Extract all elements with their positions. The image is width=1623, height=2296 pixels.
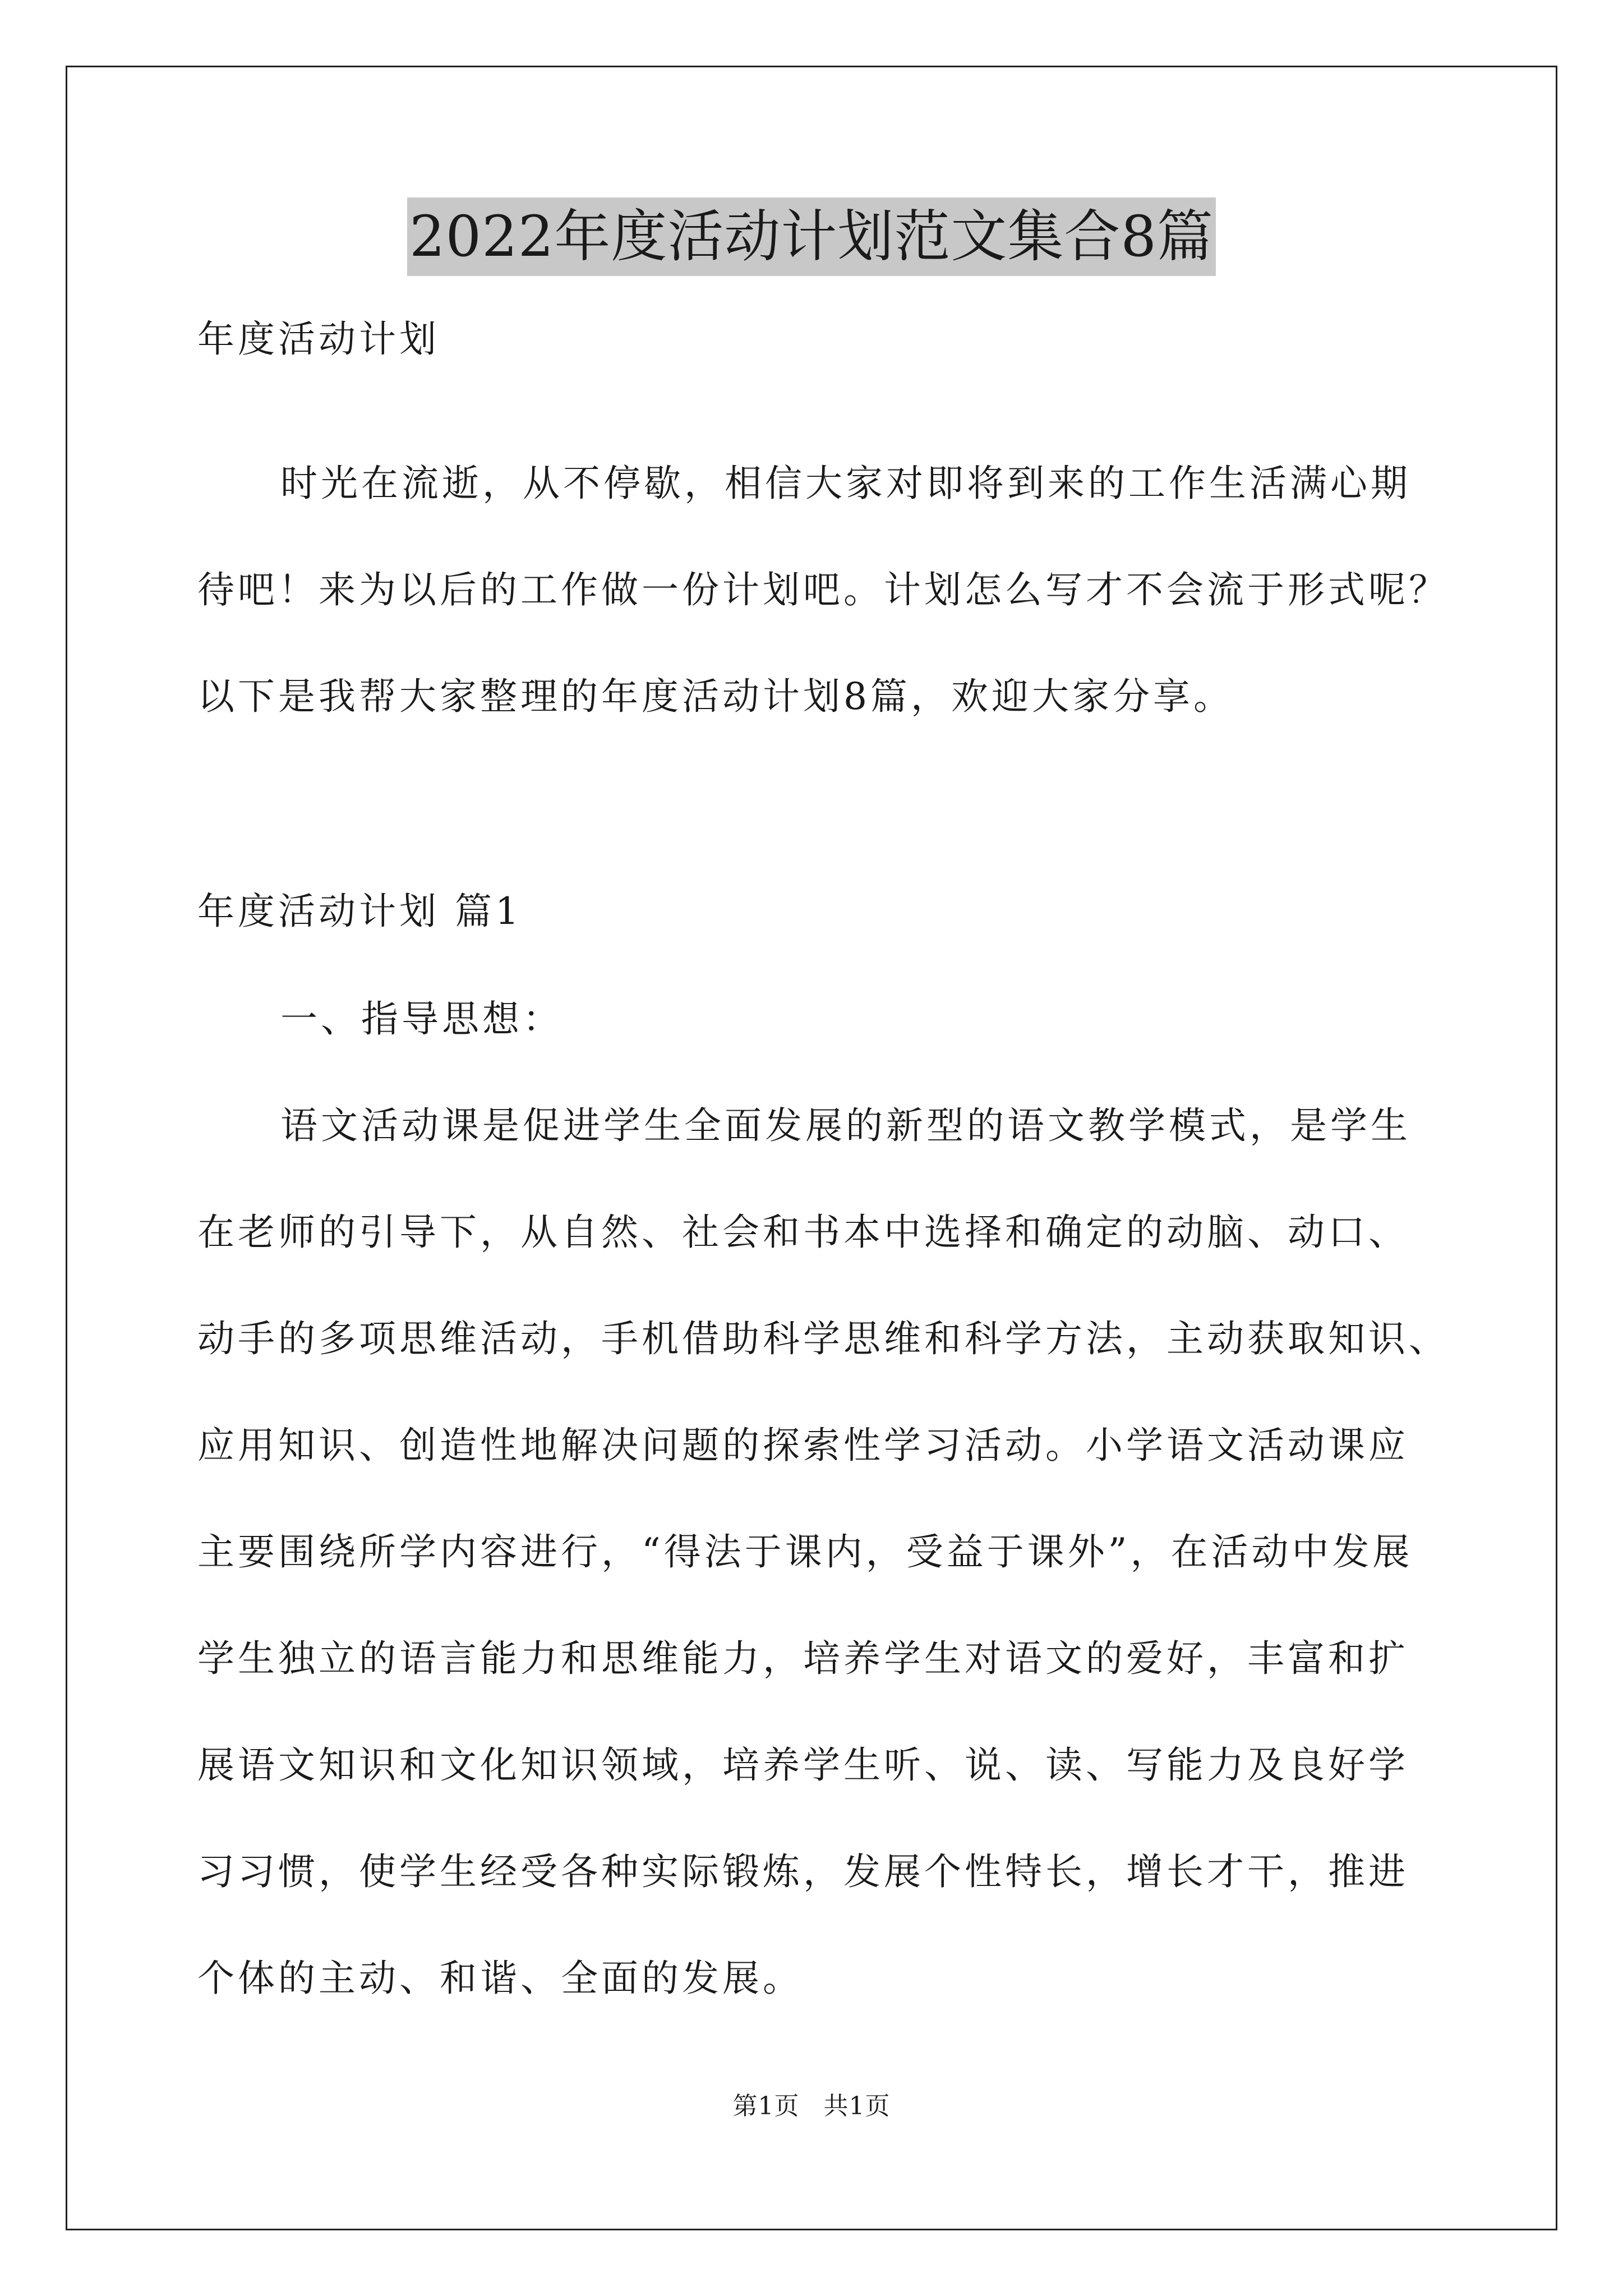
body-line: 习习惯，使学生经受各种实际锻炼，发展个性特长，增长才干，推进 [197,1850,1409,1893]
document-title: 2022年度活动计划范文集合8篇 [407,197,1216,276]
page-footer [0,2090,1623,2123]
body-line: 应用知识、创造性地解决问题的探索性学习活动。小学语文活动课应 [197,1424,1409,1467]
subsection-heading: 一、指导思想： [280,997,563,1041]
intro-line: 待吧！来为以后的工作做一份计划吧。计划怎么写才不会流于形式呢？ [197,568,1449,611]
intro-line: 时光在流逝，从不停歇，相信大家对即将到来的工作生活满心期 [280,462,1411,505]
page-total: 共1页 [823,2092,891,2120]
page-number: 第1页 [732,2092,800,2120]
section-heading: 年度活动计划 篇1 [197,890,522,933]
subtitle: 年度活动计划 [197,318,440,361]
intro-line: 以下是我帮大家整理的年度活动计划8篇，欢迎大家分享。 [197,675,1234,718]
body-line: 展语文知识和文化知识领域，培养学生听、说、读、写能力及良好学 [197,1743,1409,1787]
body-line: 个体的主动、和谐、全面的发展。 [197,1957,803,2000]
body-line: 在老师的引导下，从自然、社会和书本中选择和确定的动脑、动口、 [197,1211,1409,1254]
title-container [0,197,1623,276]
body-line: 语文活动课是促进学生全面发展的新型的语文教学模式，是学生 [280,1104,1411,1147]
body-line: 主要围绕所学内容进行，“得法于课内，受益于课外”，在活动中发展 [197,1530,1413,1573]
body-line: 动手的多项思维活动，手机借助科学思维和科学方法，主动获取知识、 [197,1317,1449,1360]
body-line: 学生独立的语言能力和思维能力，培养学生对语文的爱好，丰富和扩 [197,1637,1409,1680]
